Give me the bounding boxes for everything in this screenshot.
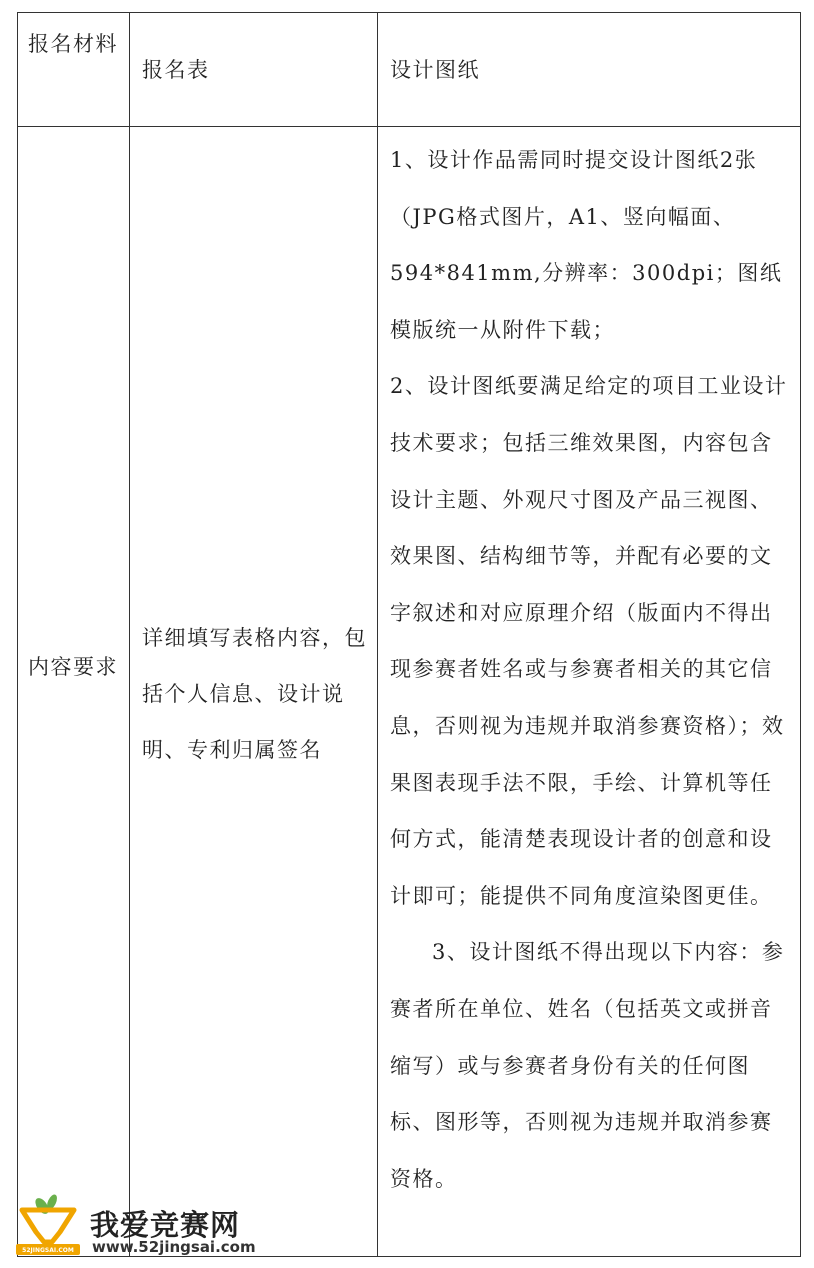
requirement-item-2: 2、设计图纸要满足给定的项目工业设计技术要求；包括三维效果图，内容包含设计主题、外观尺寸图及产品三视图、效果图、结构细节等，并配有必要的文字叙述和对应原理介绍（版面内不得出现参赛者姓名或与参赛者相关的其它信息，否则视为违规并取消参赛资格）；效果图表现手法不限，手绘、计算机等任何方式，能清楚表现设计者的创意和设计即可；能提供不同角度渲染图更佳。	[390, 374, 788, 908]
header-label-cell: 报名材料	[28, 32, 118, 56]
requirement-item-1: 1、设计作品需同时提交设计图纸2张（JPG格式图片，A1、竖向幅面、594*841mm,分辨率：300dpi；图纸模版统一从附件下载；	[390, 148, 783, 342]
column-divider	[129, 13, 130, 1256]
watermark-badge: 52JINGSAI.COM	[22, 1247, 74, 1254]
header-drawing-cell: 设计图纸	[390, 58, 480, 82]
watermark-title: 我爱竞赛网	[90, 1208, 241, 1242]
drawing-requirement-cell	[390, 132, 792, 1207]
header-form-cell: 报名表	[142, 58, 210, 82]
form-requirement-cell: 详细填写表格内容，包括个人信息、设计说明、专利归属签名	[142, 626, 367, 762]
content-label-cell: 内容要求	[28, 655, 118, 679]
watermark-url: www.52jingsai.com	[92, 1238, 256, 1256]
row-divider	[18, 126, 800, 127]
requirement-item-3: 3、设计图纸不得出现以下内容：参赛者所在单位、姓名（包括英文或拼音缩写）或与参赛者身份有关的任何图标、图形等，否则视为违规并取消参赛资格。	[390, 940, 785, 1191]
requirements-table	[17, 12, 801, 1257]
column-divider	[377, 13, 378, 1256]
